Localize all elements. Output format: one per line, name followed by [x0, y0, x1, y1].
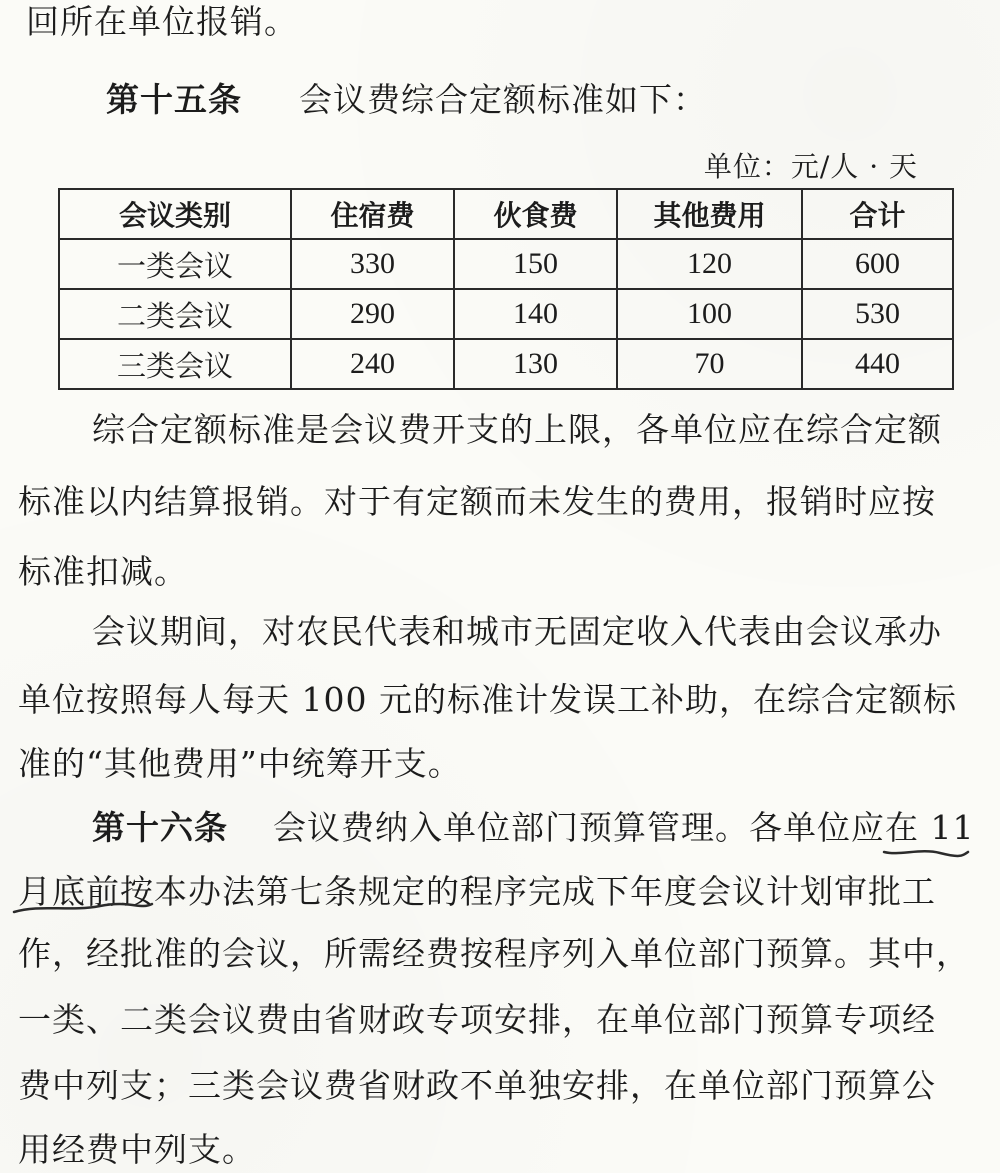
col-header-meals: 伙食费 — [454, 189, 617, 239]
paragraph-2-line-2: 单位按照每人每天 100 元的标准计发误工补助，在综合定额标 — [18, 680, 957, 719]
row-total: 440 — [802, 339, 953, 389]
row-other: 70 — [617, 339, 802, 389]
paragraph-2-line-1: 会议期间，对农民代表和城市无固定收入代表由会议承办 — [92, 612, 942, 651]
table-row — [59, 239, 953, 289]
paragraph-3-line-6: 用经费中列支。 — [18, 1130, 256, 1169]
row-category: 二类会议 — [59, 289, 291, 339]
row-other: 100 — [617, 289, 802, 339]
row-other: 120 — [617, 239, 802, 289]
meeting-fee-quota-table — [58, 188, 954, 390]
row-total: 530 — [802, 289, 953, 339]
row-meals: 130 — [454, 339, 617, 389]
article-16-label: 第十六条 — [92, 808, 228, 847]
table-row — [59, 339, 953, 389]
col-header-other: 其他费用 — [617, 189, 802, 239]
paragraph-3-line-5: 费中列支；三类会议费省财政不单独安排，在单位部门预算公 — [18, 1066, 936, 1105]
article-15-text: 会议费综合定额标准如下： — [299, 80, 707, 119]
paragraph-1-line-1: 综合定额标准是会议费开支的上限，各单位应在综合定额 — [92, 410, 942, 449]
text-line-top: 回所在单位报销。 — [26, 2, 298, 41]
paragraph-1-line-3: 标准扣减。 — [18, 552, 188, 591]
row-meals: 140 — [454, 289, 617, 339]
article-15-label: 第十五条 — [106, 80, 242, 119]
col-header-category: 会议类别 — [59, 189, 291, 239]
row-meals: 150 — [454, 239, 617, 289]
row-lodging: 240 — [291, 339, 454, 389]
article-15-heading — [106, 80, 707, 120]
paragraph-3-line-3: 作，经批准的会议，所需经费按程序列入单位部门预算。其中， — [18, 934, 970, 973]
row-category: 一类会议 — [59, 239, 291, 289]
row-category: 三类会议 — [59, 339, 291, 389]
table-header-row — [59, 189, 953, 239]
paragraph-3-line-2: 月底前按本办法第七条规定的程序完成下年度会议计划审批工 — [18, 872, 936, 911]
row-total: 600 — [802, 239, 953, 289]
paragraph-1-line-2: 标准以内结算报销。对于有定额而未发生的费用，报销时应按 — [18, 482, 936, 521]
row-lodging: 290 — [291, 289, 454, 339]
article-16-line-1 — [92, 808, 974, 848]
paragraph-3-line-4: 一类、二类会议费由省财政专项安排，在单位部门预算专项经 — [18, 1000, 936, 1039]
paragraph-2-line-3: 准的“其他费用”中统筹开支。 — [18, 744, 462, 783]
article-16-text: 会议费纳入单位部门预算管理。各单位应在 11 — [273, 808, 975, 847]
table-unit-label: 单位：元/人 · 天 — [703, 150, 918, 183]
col-header-total: 合计 — [802, 189, 953, 239]
row-lodging: 330 — [291, 239, 454, 289]
col-header-lodging: 住宿费 — [291, 189, 454, 239]
table-row — [59, 289, 953, 339]
